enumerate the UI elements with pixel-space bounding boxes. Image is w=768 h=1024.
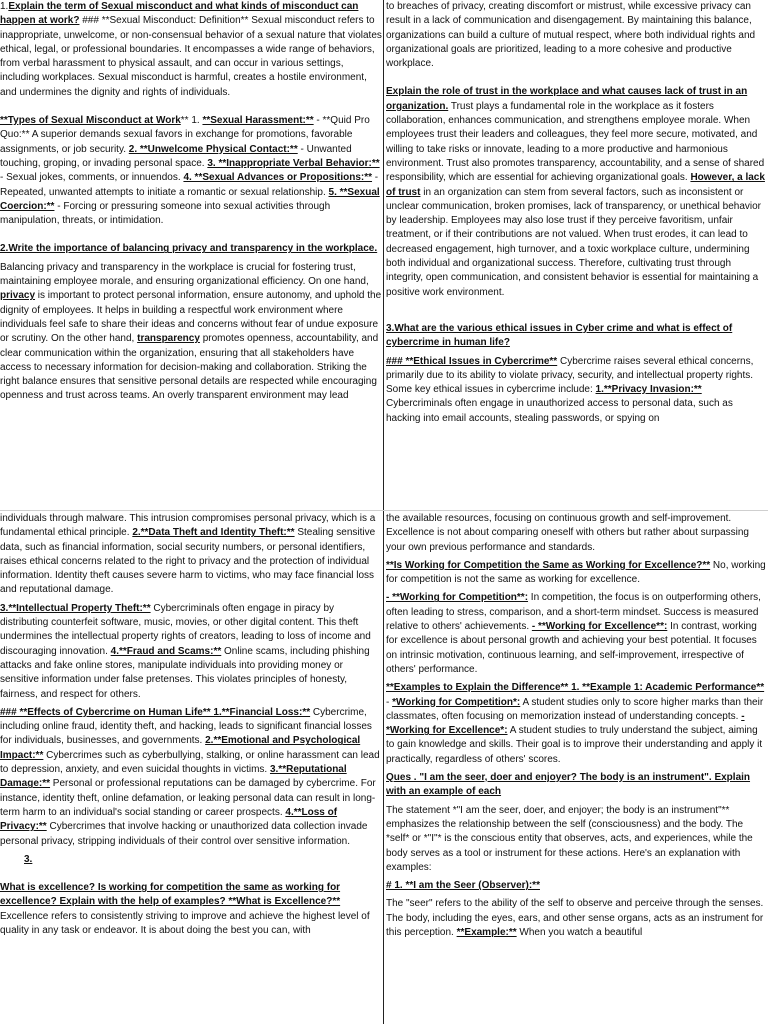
fraud-heading: 4.**Fraud and Scams:**: [110, 645, 222, 657]
seer-heading-paragraph: [386, 879, 768, 893]
physical-contact-text: - Unwanted touching, groping, or invading personal space.: [0, 143, 352, 169]
lack-of-trust-term: However, a lack of trust: [386, 172, 765, 198]
question-1-heading: Explain the term of Sexual misconduct and what kinds of misconduct can happen at work?: [0, 1, 359, 27]
competition-excellence-paragraph: [386, 591, 768, 677]
coercion-heading: 5. **Sexual Coercion:**: [0, 186, 380, 212]
spacer: [0, 232, 382, 242]
emotional-impact-text: Cybercrimes such as cyberbullying, stalking, or online harassment can lead to depression, anxiety, and even suicidal thoughts in victims.: [0, 749, 380, 776]
trust-text-b: in an organization can stem from several factors, such as inconsistent or unclear communication, broken promises, lack of transparency, or unethical behavior by leadership. Employees may also lose trust if they perceive favoritism, unfair treatment, or if their contributions are not valued. When trust erodes, it can lead to decreased engagement, high turnover, and a toxic workplace culture, undermining both individual and organizational success. Therefore, cultivating trust through integrity, open communication, and consistent behavior is essential for maintaining a positive work environment.: [386, 186, 761, 298]
example-competition-text: A student studies only to score higher marks than their classmates, often focusing on memorization instead of understanding concepts.: [386, 696, 764, 722]
ip-theft-heading: 3.**Intellectual Property Theft:**: [0, 602, 151, 614]
spacer: [0, 871, 382, 881]
working-for-excellence-heading: - **Working for Excellence**:: [531, 621, 668, 633]
example-competition-heading: *Working for Competition*:: [392, 696, 521, 708]
question-number: 1.: [0, 1, 9, 12]
seer-doer-question-heading: Ques . "I am the seer, doer and enjoyer? The body is an instrument". Explain with an example of each: [386, 772, 751, 798]
types-of-misconduct-paragraph: [0, 114, 382, 228]
physical-contact-heading: 2. **Unwelcome Physical Contact:**: [128, 143, 298, 155]
reputational-damage-text: Personal or professional reputations can be damaged by cybercrime. For instance, identity theft, online defamation, or leaking personal data can result in long-term harm to an individual's social standing or career prospects.: [0, 778, 376, 818]
privacy-invasion-text: Cybercriminals often engage in unauthorized access to personal data, such as hacking into email accounts, stealing passwords, or spying on: [386, 398, 733, 424]
page-break-line: [0, 510, 768, 511]
ethical-issues-text: Cybercrime raises several ethical concerns, primarily due to its ability to violate privacy, security, and intellectual property rights. Some key ethical issues in cybercrime include:: [386, 355, 754, 396]
statement-paragraph: The statement *"I am the seer, doer, and enjoyer; the body is an instrument"** emphasizes the relationship between the self (consciousness) and the body. The *self* or *"I"* is the conscious entity that observes, acts, and experiences, while the body serves as a tool or instrument for these actions. Here's an explanation with examples:: [386, 804, 753, 873]
verbal-behavior-heading: 3. **Inappropriate Verbal Behavior:**: [207, 157, 380, 169]
sexual-harassment-heading: **Sexual Harassment:**: [202, 115, 314, 127]
spacer: [386, 75, 768, 85]
financial-loss-text: Cybercrime, including online fraud, identity theft, and hacking, leads to significant financial losses for individuals, businesses, and governments.: [0, 706, 372, 747]
competition-vs-excellence-heading: **Is Working for Competition the Same as Working for Excellence?**: [386, 559, 711, 571]
number-3-paragraph: [0, 853, 382, 867]
data-theft-heading: 2.**Data Theft and Identity Theft:**: [132, 527, 295, 539]
top-right-column: [386, 0, 768, 466]
question-3-number: 3.: [24, 853, 33, 865]
working-for-excellence-text: In contrast, working for excellence is about personal growth and achieving your best potential. It focuses on intrinsic motivation, continuous learning, and self-improvement, irrespective of others' performance.: [386, 621, 757, 675]
loss-of-privacy-heading: 4.**Loss of Privacy:**: [0, 806, 338, 833]
cyber-heading-paragraph: [386, 322, 768, 351]
ethical-issues-heading: ### **Ethical Issues in Cybercrime**: [386, 355, 558, 367]
trust-heading: Explain the role of trust in the workplace and what causes lack of trust in an organization.: [386, 86, 748, 112]
privacy-continuation: individuals through malware. This intrusion compromises personal privacy, which is a fundamental ethical principle.: [0, 513, 376, 539]
excellence-definition: Excellence refers to consistently striving to improve and achieve the highest level of quality in any task or endeavor. It is about doing the best you can, with: [0, 910, 370, 937]
same-question-paragraph: [386, 559, 768, 588]
bottom-right-column: [386, 512, 768, 1022]
fraud-text: Online scams, including phishing attacks and fake online stores, manipulate individuals into providing money or sensitive information under false pretenses. This violates principles of honesty, fairness, and respect for others.: [0, 645, 370, 700]
verbal-behavior-text: - Sexual jokes, comments, or innuendos.: [0, 172, 184, 184]
ques-heading-paragraph: [386, 771, 768, 800]
effects-paragraph: [0, 706, 382, 849]
loss-of-privacy-text: Cybercrimes that involve hacking or unauthorized data collection invade personal privacy, stripping individuals of their control over sensitive information.: [0, 821, 368, 847]
balance-text-a: Balancing privacy and transparency in the workplace is crucial for fostering trust, maintaining employee morale, and ensuring organizational efficiency. On one hand,: [0, 261, 369, 288]
seer-example-text: When you watch a beautiful: [516, 927, 643, 939]
balance-continuation: to breaches of privacy, creating discomfort or mistrust, while excessive privacy can result in a lack of communication and disengagement. By maintaining this balance, organizations can build a culture of mutual respect, where both individual rights and organizational goals are prioritized, leading to a more cohesive and productive workplace.: [386, 1, 756, 70]
privacy-term: privacy: [0, 290, 36, 302]
emotional-impact-heading: 2.**Emotional and Psychological Impact:**: [0, 735, 361, 761]
seer-example-label: **Example:**: [456, 927, 517, 939]
top-left-column: [0, 0, 382, 466]
balance-paragraph: [0, 261, 382, 404]
working-for-competition-heading: - **Working for Competition**:: [386, 592, 529, 604]
coercion-text: - Forcing or pressuring someone into sexual activities through manipulation, threats, or intimidation.: [0, 200, 331, 227]
trust-text-a: Trust plays a fundamental role in the workplace as it fosters collaboration, enhances communication, and strengthens employee morale. When employees trust their leaders and colleagues, they feel more secure, motivated, and willing to take risks or innovate, leading to a more productive and harmonious environment. Trust also promotes transparency, accountability, and a sense of shared responsibility, which are essential for achieving organizational goals.: [386, 100, 765, 184]
ethical-issues-paragraph: [386, 355, 768, 426]
trust-paragraph: [386, 85, 768, 299]
advances-text: - Repeated, unwanted attempts to initiate a romantic or sexual relationship.: [0, 172, 379, 198]
cyber-issues-paragraph: [0, 512, 382, 598]
seer-heading: # 1. **I am the Seer (Observer):**: [386, 880, 540, 892]
misconduct-definition: ### **Sexual Misconduct: Definition** Sexual misconduct refers to inappropriate, unwelcome, or non-consensual behavior of a sexual nature that violates ethical, legal, or professional boundaries. It encompasses a wide range of behaviors, from verbal harassment to physical assault, and can occur in various settings, including workplaces. Sexual misconduct is harmful, creates a hostile environment, and undermines the dignity and rights of individuals.: [0, 15, 382, 98]
effects-heading: ### **Effects of Cybercrime on Human Life** 1.**Financial Loss:**: [0, 706, 311, 718]
seer-text: The "seer" refers to the ability of the self to observe and perceive through the senses. The body, including the eyes, ears, and other sense organs, acts as an instrument for this perception.: [386, 898, 764, 939]
excellence-heading: What is excellence? Is working for competition the same as working for excellence? Explain with the help of examples? **What is Excellence?**: [0, 882, 341, 908]
working-for-competition-text: In competition, the focus is on outperforming others, often leading to stress, comparison, and a short-term mindset. Success is measured relative to others' achievements.: [386, 592, 761, 633]
example-excellence-text: A student studies to truly understand the subject, aiming to gain knowledge and skills. Their goal is to improve their understanding and apply it practically, regardless of others' scores.: [386, 725, 763, 765]
question-2-heading: 2.Write the importance of balancing privacy and transparency in the workplace.: [0, 243, 378, 255]
bottom-left-column: [0, 512, 382, 1022]
ip-theft-text: Cybercriminals often engage in piracy by distributing counterfeit software, music, movies, or other digital content. This theft undermines the intellectual property rights of creators, leading to loss of income and discouraging innovation.: [0, 602, 371, 657]
sexual-harassment-text: - **Quid Pro Quo:** A superior demands sexual favors in exchange for promotions, favorable assignments, or job security.: [0, 115, 370, 155]
types-list-start: ** 1.: [180, 115, 203, 127]
sexual-misconduct-paragraph: [0, 0, 382, 100]
example-excellence-heading: - *Working for Excellence*:: [386, 710, 745, 737]
seer-paragraph: [386, 897, 768, 940]
spacer: [0, 104, 382, 114]
examples-paragraph: [386, 681, 768, 767]
spacer: [386, 304, 768, 322]
column-divider: [383, 0, 384, 1024]
data-theft-text: Stealing sensitive data, such as financial information, social security numbers, or personal identifiers, raises ethical concerns related to the right to privacy and the protection of individual information. Identity theft causes severe harm to victims, who may face financial loss and reputational damage.: [0, 527, 376, 596]
competition-vs-excellence-answer: No, working for competition is not the same as working for excellence.: [386, 559, 766, 586]
reputational-damage-heading: 3.**Reputational Damage:**: [0, 764, 347, 790]
ip-fraud-paragraph: [0, 602, 382, 702]
balance-text-c: promotes openness, accountability, and clear communication within the organization, ensuring that all stakeholders have access to necessary information for decision-making and collaboration. Striking the right balance ensures that sensitive personal details are respected while encouraging openness and trust across teams. An overly transparent environment may lead: [0, 333, 379, 402]
examples-heading: **Examples to Explain the Difference** 1. **Example 1: Academic Performance**: [386, 682, 765, 694]
privacy-invasion-heading: 1.**Privacy Invasion:**: [595, 384, 702, 396]
advances-heading: 4. **Sexual Advances or Propositions:**: [183, 172, 373, 184]
transparency-term: transparency: [137, 333, 200, 345]
examples-dash: -: [386, 696, 393, 708]
cybercrime-heading: 3.What are the various ethical issues in Cyber crime and what is effect of cybercrime in human life?: [386, 322, 733, 349]
excellence-continuation: the available resources, focusing on continuous growth and self-improvement. Excellence is not about comparing oneself with others but rather about surpassing your own previous performance and standards.: [386, 513, 749, 553]
excellence-paragraph: [0, 881, 382, 938]
balance-text-b: is important to protect personal information, ensure autonomy, and uphold the dignity of employees. It helps in building a respectful work environment where individuals feel safe to share their ideas and concerns without fear of undue exposure or scrutiny. On the other hand,: [0, 290, 382, 345]
types-heading: **Types of Sexual Misconduct at Work: [0, 115, 181, 127]
question-2-heading-paragraph: [0, 242, 382, 256]
